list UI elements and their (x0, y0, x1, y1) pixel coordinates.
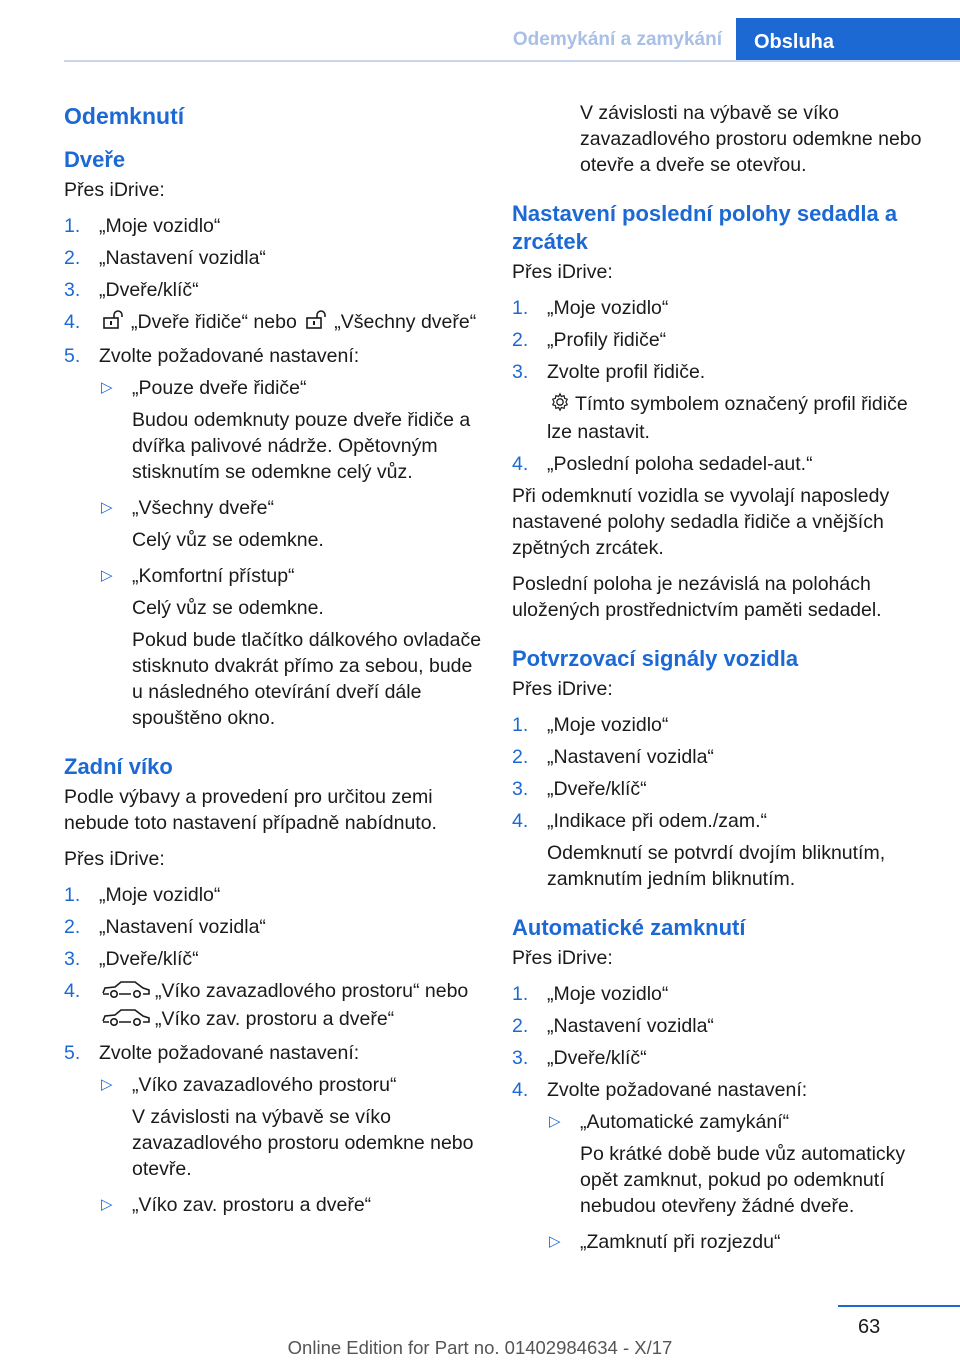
list-number: 4. (512, 1079, 529, 1101)
heading-autolock: Automatické zamknutí (512, 915, 746, 940)
list-item (64, 882, 484, 908)
heading-tailgate: Zadní víko (64, 754, 173, 779)
list-item (512, 359, 930, 385)
list-text: „Víko zavazadlového prostoru“ nebo (155, 980, 469, 1002)
list-text: „Profily řidiče“ (547, 329, 667, 351)
list-text: Zvolte požadované nastavení: (99, 1042, 360, 1064)
option-item (64, 1192, 484, 1218)
list-number: 2. (512, 1015, 529, 1037)
list-text: „Nastavení vozidla“ (99, 247, 266, 269)
seat-intro: Přes iDrive: (512, 261, 613, 283)
list-number: 2. (512, 329, 529, 351)
option-text: Budou odemknuty pouze dveře řidiče a dvířka palivové nádrže. Opětovným stisknutím se odemkne celý vůz. (132, 409, 471, 483)
list-text: „Moje vozidlo“ (547, 714, 669, 736)
triangle-bullet-icon: ▷ (101, 379, 113, 396)
page-number: 63 (858, 1316, 881, 1338)
list-item (512, 776, 930, 802)
list-text: „Dveře/klíč“ (547, 1047, 647, 1069)
list-item (512, 712, 930, 738)
list-item (64, 978, 484, 1034)
seat-paragraph-1: Při odemknutí vozidla se vyvolají naposledy nastavené polohy sedadla řidiče a vnějších zpětných zrcátek. (512, 485, 890, 559)
list-item (512, 808, 930, 834)
list-text: „Moje vozidlo“ (547, 983, 669, 1005)
triangle-bullet-icon: ▷ (101, 1076, 113, 1093)
heading-doors: Dveře (64, 147, 126, 172)
list-number: 1. (64, 884, 81, 906)
option-text: Celý vůz se odemkne. (132, 597, 324, 619)
right-column (512, 100, 930, 1261)
option-title: „Zamknutí při rozjezdu“ (580, 1231, 781, 1253)
heading-confirmation: Potvrzovací signály vozidla (512, 646, 799, 671)
list-text: „Dveře/klíč“ (547, 778, 647, 800)
footer-rule (838, 1305, 960, 1307)
list-item (64, 309, 484, 337)
option-item (512, 1109, 930, 1135)
confirm-intro: Přes iDrive: (512, 678, 613, 700)
list-item (64, 277, 484, 303)
car-icon (101, 1007, 151, 1034)
list-text: „Víko zav. prostoru a dveře“ (155, 1008, 395, 1030)
list-item (512, 451, 930, 477)
list-item (512, 981, 930, 1007)
list-number: 2. (64, 247, 81, 269)
option-title: „Automatické zamykání“ (580, 1111, 790, 1133)
list-item (64, 213, 484, 239)
list-text: „Nastavení vozidla“ (99, 916, 266, 938)
list-note (512, 391, 930, 445)
option-item (512, 1229, 930, 1255)
list-text: „Moje vozidlo“ (99, 215, 221, 237)
tailgate-intro: Podle výbavy a provedení pro určitou zemi nebude toto nastavení případně nabídnuto. (64, 786, 437, 834)
list-number: 1. (64, 215, 81, 237)
list-item (64, 1040, 484, 1066)
list-text: Zvolte požadované nastavení: (99, 345, 360, 367)
option-title: „Pouze dveře řidiče“ (132, 377, 307, 399)
list-text: „Dveře/klíč“ (99, 279, 199, 301)
list-item (512, 1077, 930, 1103)
list-number: 4. (64, 980, 81, 1002)
list-number: 3. (64, 279, 81, 301)
list-number: 1. (512, 714, 529, 736)
list-number: 5. (64, 1042, 81, 1064)
list-text: „Dveře/klíč“ (99, 948, 199, 970)
list-text: Zvolte profil řidiče. (547, 361, 706, 383)
option-text: V závislosti na výbavě se víko zavazadlového prostoru odemkne nebo otevře a dveře se otevřou. (580, 102, 922, 176)
list-number: 3. (64, 948, 81, 970)
list-number: 3. (512, 778, 529, 800)
option-item (64, 1072, 484, 1098)
option-title: „Komfortní přístup“ (132, 565, 295, 587)
list-item (64, 914, 484, 940)
option-text: Pokud bude tlačítko dálkového ovladače stisknuto dvakrát přímo za sebou, bude u následného otevírání dveří dále spouštěno okno. (132, 629, 482, 729)
list-text: „Indikace při odem./zam.“ (547, 810, 767, 832)
option-text: Celý vůz se odemkne. (132, 529, 324, 551)
list-text: „Nastavení vozidla“ (547, 1015, 714, 1037)
list-item (64, 343, 484, 369)
unlock-icon (304, 310, 330, 337)
list-item (64, 946, 484, 972)
header-chapter-tab: Obsluha (736, 18, 960, 62)
list-number: 4. (64, 311, 81, 333)
triangle-bullet-icon: ▷ (101, 499, 113, 516)
gear-icon (549, 392, 571, 419)
list-number: 1. (512, 983, 529, 1005)
list-item (512, 1045, 930, 1071)
list-text: „Nastavení vozidla“ (547, 746, 714, 768)
option-item (64, 375, 484, 401)
list-number: 2. (512, 746, 529, 768)
list-text: Zvolte požadované nastavení: (547, 1079, 808, 1101)
list-number: 4. (512, 810, 529, 832)
list-text: „Všechny dveře“ (334, 311, 477, 333)
header-section-title: Odemykání a zamykání (512, 29, 722, 50)
option-title: „Všechny dveře“ (132, 497, 274, 519)
list-number: 1. (512, 297, 529, 319)
list-item (512, 327, 930, 353)
list-text: „Poslední poloha sedadel-aut.“ (547, 453, 813, 475)
footer-edition: Online Edition for Part no. 01402984634 - X/17 (287, 1337, 673, 1358)
left-column (64, 92, 484, 1224)
option-text: V závislosti na výbavě se víko zavazadlového prostoru odemkne nebo otevře. (132, 1106, 474, 1180)
option-title: „Víko zavazadlového prostoru“ (132, 1074, 397, 1096)
list-text: „Moje vozidlo“ (99, 884, 221, 906)
list-item (64, 245, 484, 271)
tailgate-idrive: Přes iDrive: (64, 848, 165, 870)
list-text: Tímto symbolem označený profil řidiče lze nastavit. (547, 393, 908, 443)
list-number: 3. (512, 1047, 529, 1069)
unlock-icon (101, 310, 127, 337)
option-title: „Víko zav. prostoru a dveře“ (132, 1194, 372, 1216)
doors-intro: Přes iDrive: (64, 179, 165, 201)
heading-seat-memory: Nastavení poslední polohy sedadla a zrcátek (512, 201, 898, 254)
car-icon (101, 979, 151, 1006)
list-number: 3. (512, 361, 529, 383)
list-text: „Dveře řidiče“ nebo (131, 311, 297, 333)
list-number: 5. (64, 345, 81, 367)
option-item (64, 495, 484, 521)
option-text: Po krátké době bude vůz automaticky opět zamknut, pokud po odemknutí nebudou otevřeny žádné dveře. (580, 1143, 906, 1217)
list-item (512, 295, 930, 321)
list-item (512, 1013, 930, 1039)
option-item (64, 563, 484, 589)
list-item (512, 744, 930, 770)
autolock-intro: Přes iDrive: (512, 947, 613, 969)
list-text: „Moje vozidlo“ (547, 297, 669, 319)
triangle-bullet-icon: ▷ (101, 1196, 113, 1213)
seat-paragraph-2: Poslední poloha je nezávislá na polohách uložených prostřednictvím paměti sedadel. (512, 573, 882, 621)
header-rule (64, 60, 960, 62)
triangle-bullet-icon: ▷ (549, 1233, 561, 1250)
list-number: 2. (64, 916, 81, 938)
heading-unlock: Odemknutí (64, 103, 185, 129)
triangle-bullet-icon: ▷ (101, 567, 113, 584)
list-number: 4. (512, 453, 529, 475)
triangle-bullet-icon: ▷ (549, 1113, 561, 1130)
list-note: Odemknutí se potvrdí dvojím bliknutím, zamknutím jedním bliknutím. (547, 842, 886, 890)
